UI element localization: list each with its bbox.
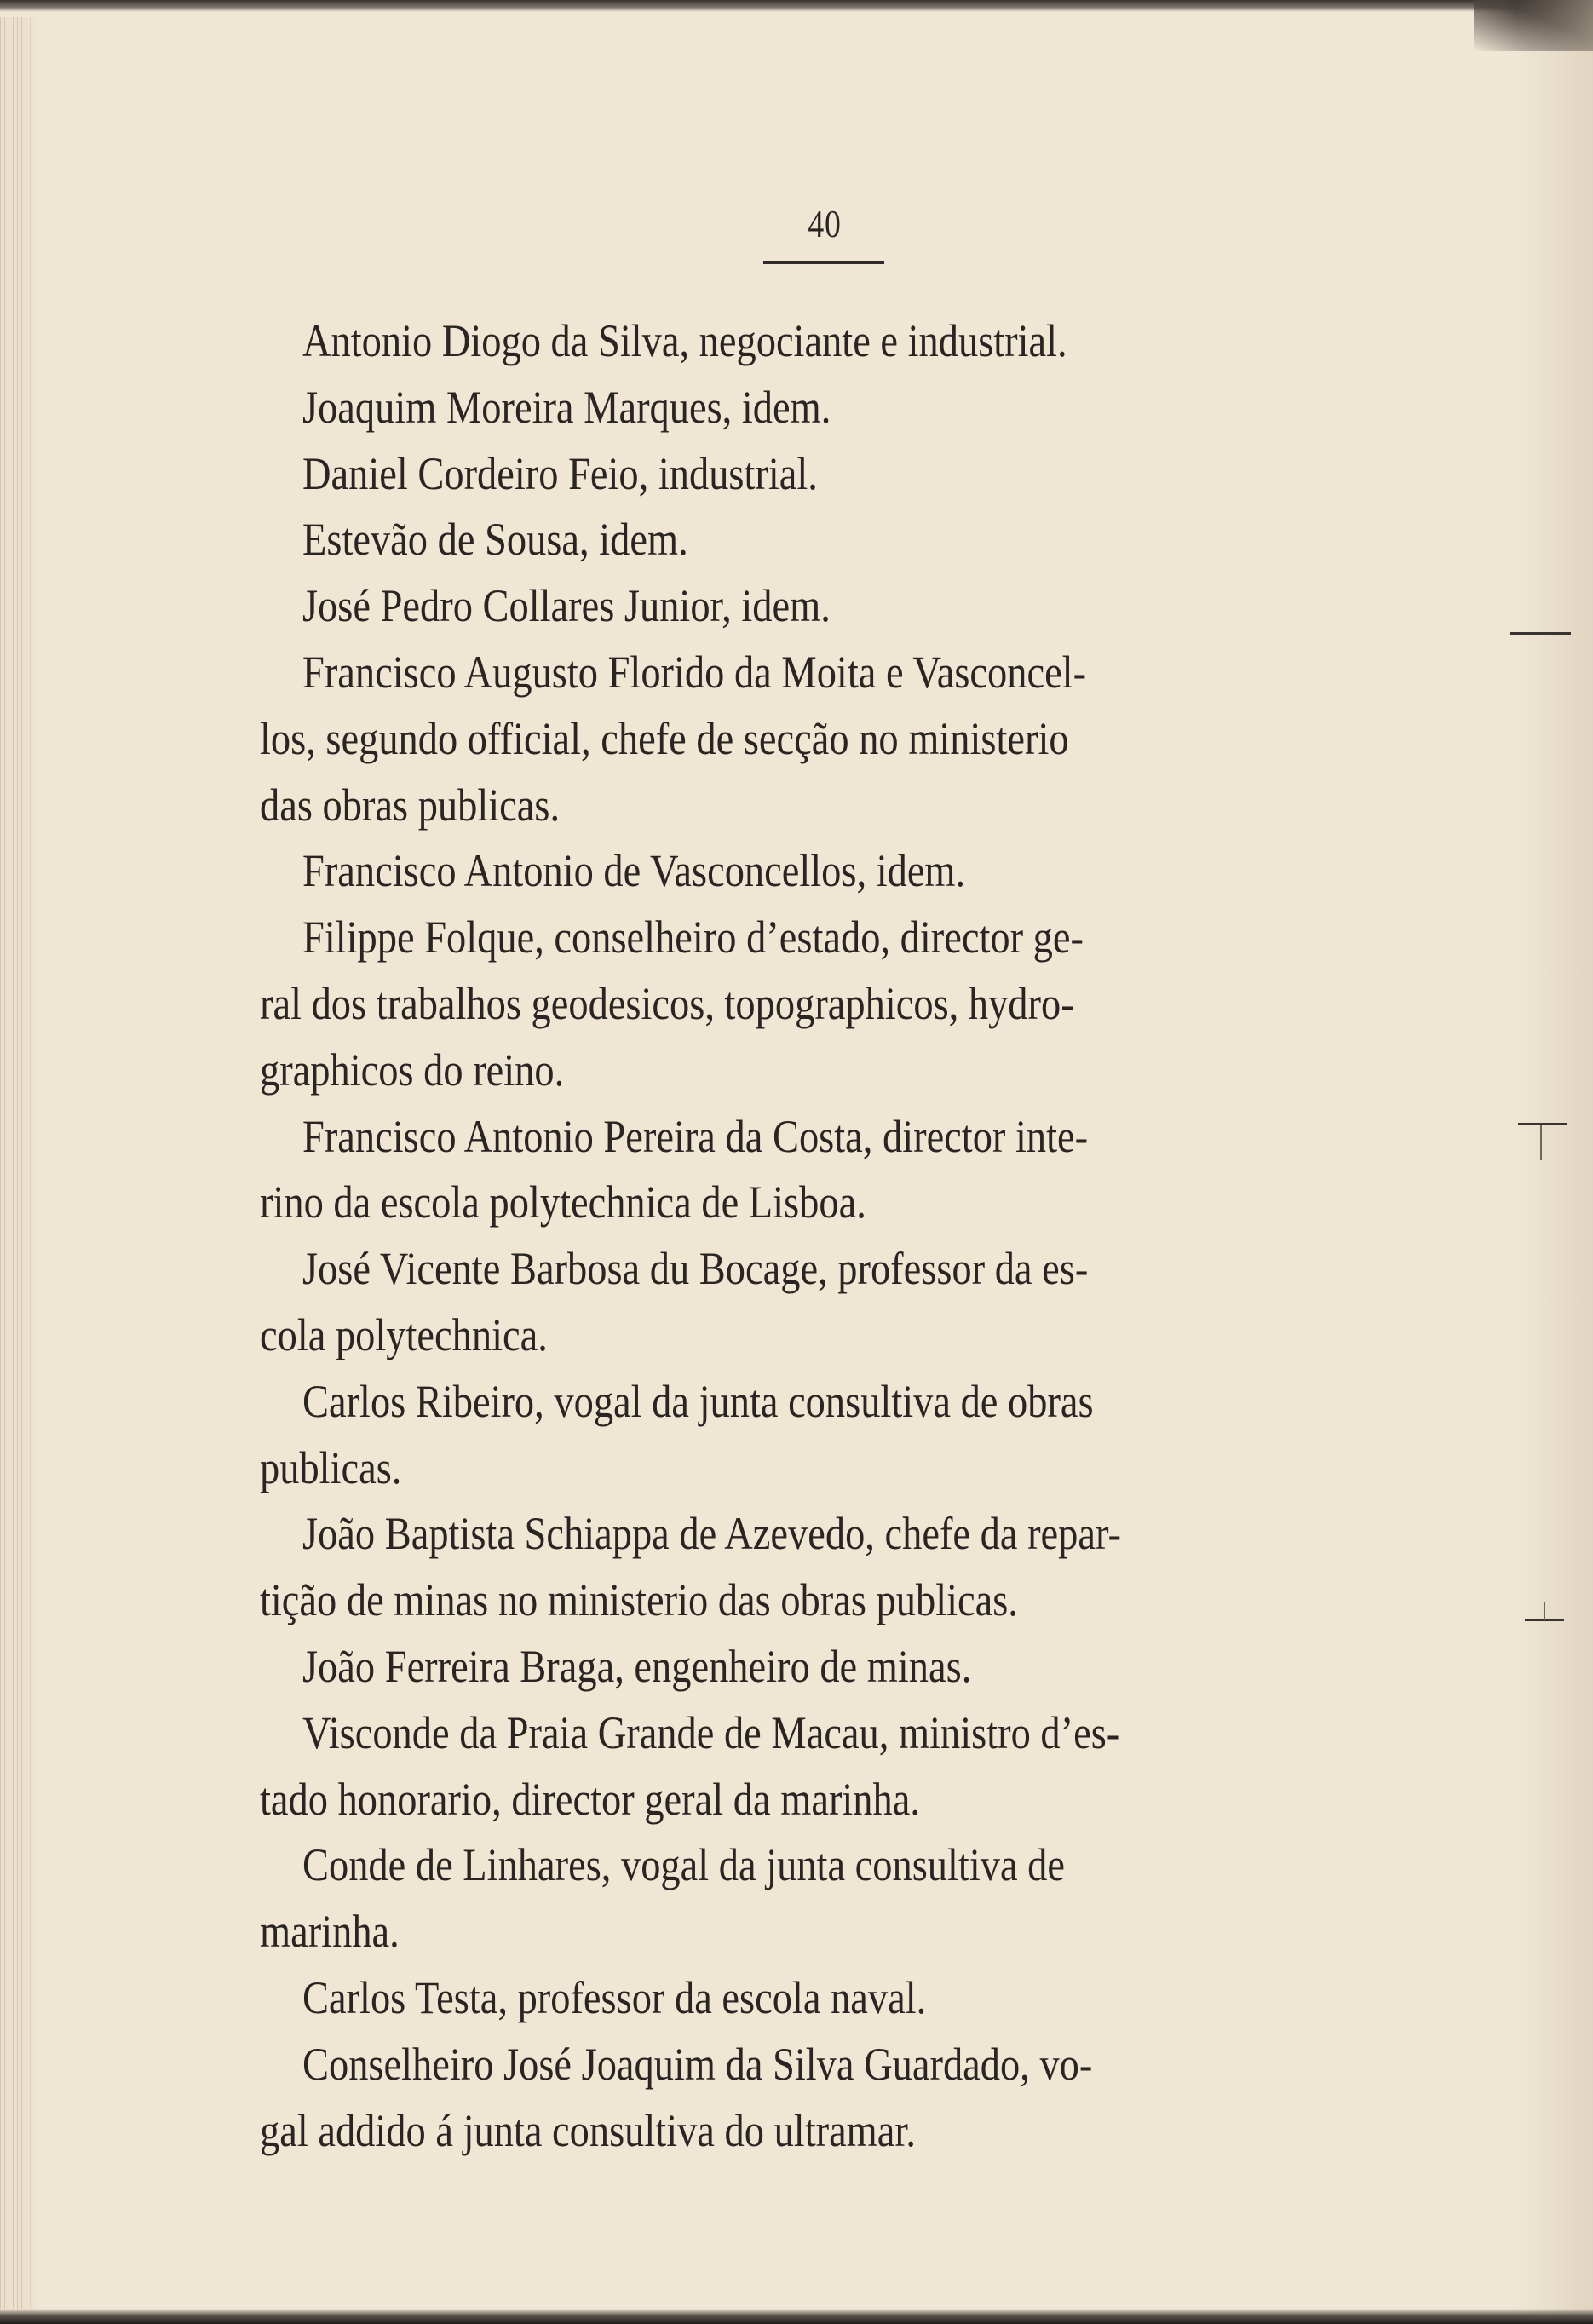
scan-bottom-edge: [0, 2309, 1593, 2324]
scan-top-edge: [0, 0, 1593, 12]
text-line: tição de minas no ministerio das obras publicas.: [260, 1574, 1018, 1626]
text-line: Joaquim Moreira Marques, idem.: [302, 381, 831, 433]
text-line: José Pedro Collares Junior, idem.: [302, 580, 831, 632]
text-line: tado honorario, director geral da marinha.: [260, 1773, 920, 1825]
page-number: 40: [808, 202, 842, 245]
text-line: João Baptista Schiappa de Azevedo, chefe da repar-: [302, 1508, 1122, 1560]
edge-tick: [1544, 1602, 1545, 1620]
text-line: Francisco Augusto Florido da Moita e Vasconcel-: [302, 646, 1087, 698]
text-line: José Vicente Barbosa du Bocage, professor da es-: [302, 1243, 1089, 1295]
page-number-rule: [763, 261, 884, 264]
text-line: publicas.: [260, 1441, 402, 1493]
text-line: los, segundo official, chefe de secção no ministerio: [260, 712, 1069, 764]
text-line: gal addido á junta consultiva do ultramar.: [260, 2104, 916, 2156]
text-body: [260, 308, 1384, 2164]
edge-tick: [1540, 1125, 1542, 1160]
right-page-shade: [1516, 0, 1593, 2324]
text-line: ral dos trabalhos geodesicos, topographicos, hydro-: [260, 977, 1074, 1029]
text-line: graphicos do reino.: [260, 1044, 565, 1096]
edge-mark: [1518, 1123, 1567, 1125]
text-line: Estevão de Sousa, idem.: [302, 514, 688, 566]
text-line: das obras publicas.: [260, 779, 561, 831]
text-line: Antonio Diogo da Silva, negociante e industrial.: [302, 315, 1067, 366]
stacked-page-edges: [0, 17, 36, 2309]
text-line: Francisco Antonio de Vasconcellos, idem.: [302, 845, 966, 897]
text-line: Conde de Linhares, vogal da junta consultiva de: [302, 1839, 1066, 1891]
text-line: rino da escola polytechnica de Lisboa.: [260, 1176, 866, 1228]
edge-mark: [1510, 632, 1571, 635]
text-line: Conselheiro José Joaquim da Silva Guardado, vo-: [302, 2038, 1093, 2090]
text-line: Francisco Antonio Pereira da Costa, director inte-: [302, 1110, 1089, 1162]
text-line: Carlos Ribeiro, vogal da junta consultiva de obras: [302, 1375, 1094, 1427]
text-line: Visconde da Praia Grande de Macau, ministro d’es-: [302, 1706, 1120, 1758]
text-line: João Ferreira Braga, engenheiro de minas.: [302, 1640, 972, 1692]
text-line: Daniel Cordeiro Feio, industrial.: [302, 447, 818, 499]
text-line: marinha.: [260, 1906, 400, 1958]
text-line: cola polytechnica.: [260, 1309, 548, 1360]
text-line: Carlos Testa, professor da escola naval.: [302, 1971, 927, 2023]
text-line: Filippe Folque, conselheiro d’estado, director ge-: [302, 912, 1084, 964]
